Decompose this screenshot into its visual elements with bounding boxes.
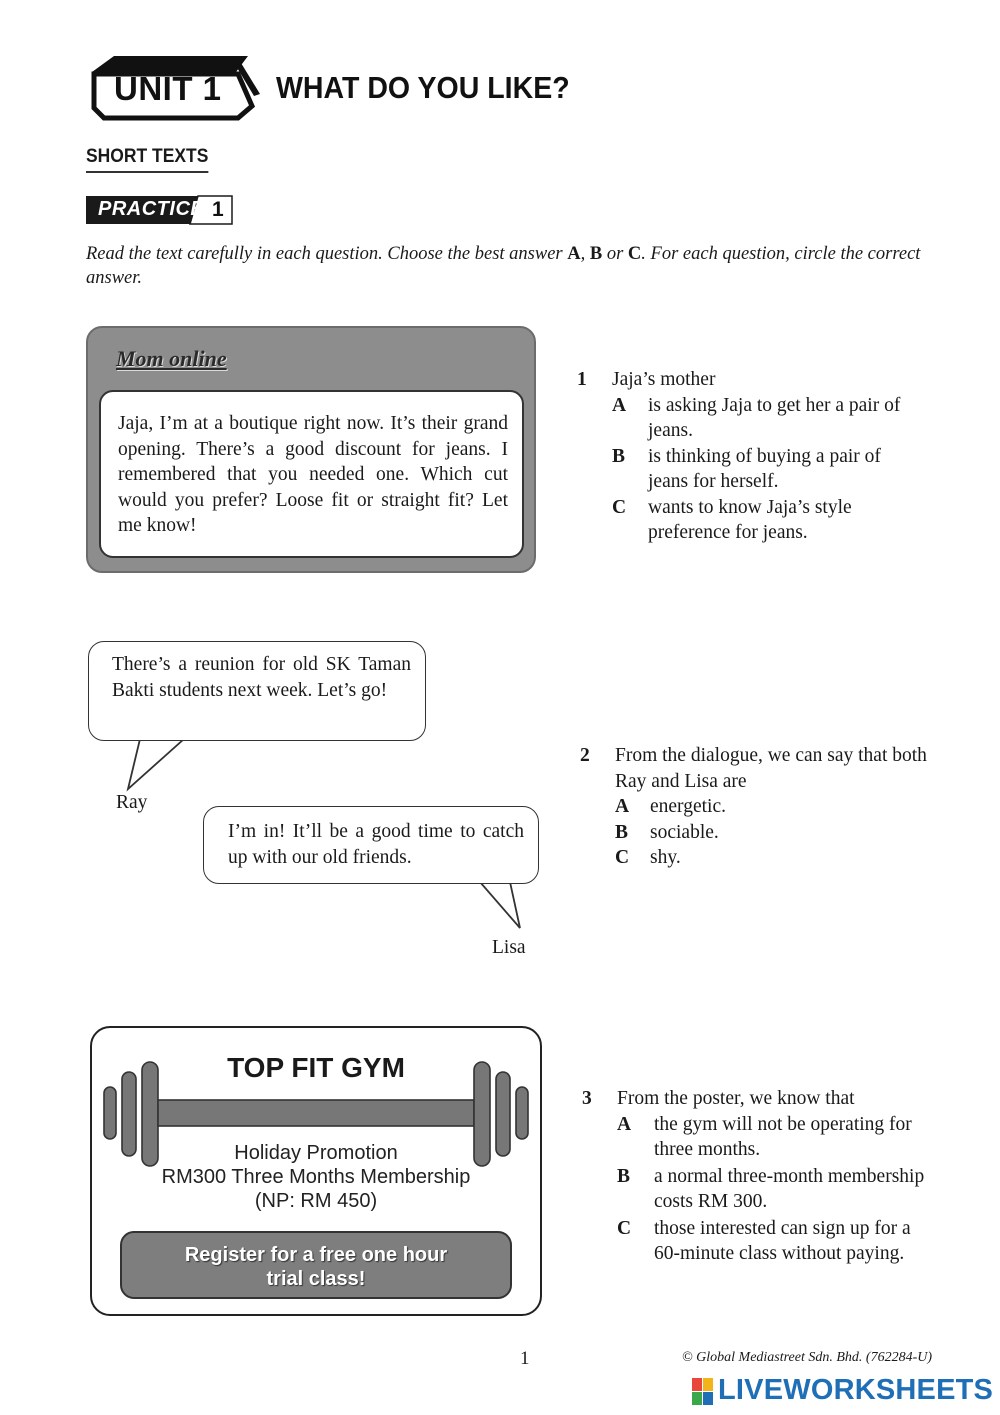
unit-label: UNIT 1 xyxy=(114,70,222,107)
option-a[interactable]: A energetic. xyxy=(615,796,726,817)
section-title: SHORT TEXTS xyxy=(86,146,208,173)
option-c[interactable]: C those interested can sign up for a 60-minute class without paying. xyxy=(617,1217,911,1264)
unit-title: WHAT DO YOU LIKE? xyxy=(276,70,570,105)
option-b[interactable]: B sociable. xyxy=(615,821,719,843)
ray-name: Ray xyxy=(116,792,148,813)
question-stem: From the dialogue, we can say that both xyxy=(615,745,927,766)
option-c[interactable]: C shy. xyxy=(615,847,681,868)
instructions: Read the text carefully in each question. Choose the best answer A, B or C. For each question, circle the correct answer. xyxy=(86,244,921,288)
lisa-name: Lisa xyxy=(492,937,526,958)
copyright: © Global Mediastreet Sdn. Bhd. (762284-U) xyxy=(682,1350,933,1365)
practice-number: 1 xyxy=(212,198,224,221)
question-number: 3 xyxy=(582,1088,592,1109)
question-stem: From the poster, we know that xyxy=(617,1088,855,1109)
question-stem: Jaja’s mother xyxy=(612,369,716,390)
question-2 xyxy=(580,743,970,871)
gym-promotion: Holiday Promotion RM300 Three Months Membership (NP: RM 450) xyxy=(161,1142,471,1212)
lisa-bubble-tail xyxy=(470,878,530,934)
page-number: 1 xyxy=(520,1348,530,1369)
question-1 xyxy=(577,367,957,546)
question-number: 2 xyxy=(580,745,590,766)
option-a[interactable]: A the gym will not be operating for three months. xyxy=(617,1113,912,1160)
ray-bubble-tail xyxy=(120,735,195,795)
question-number: 1 xyxy=(577,369,587,390)
mom-message: Jaja, I’m at a boutique right now. It’s their grand opening. There’s a good discount for jeans. I remembered that you needed one. Which cut would you prefer? Loose fit or straight fit? Let me know! xyxy=(99,390,524,558)
option-b[interactable]: B is thinking of buying a pair of jeans for herself. xyxy=(612,445,881,492)
lisa-speech-bubble: I’m in! It’ll be a good time to catch up with our old friends. xyxy=(203,806,539,884)
liveworksheets-logo-icon xyxy=(692,1378,714,1406)
mom-online-title: Mom online xyxy=(116,346,227,371)
gym-title: TOP FIT GYM xyxy=(227,1052,405,1083)
option-a[interactable]: A is asking Jaja to get her a pair of jeans. xyxy=(612,394,901,441)
practice-label: PRACTICE xyxy=(98,198,205,220)
question-3 xyxy=(582,1086,972,1268)
liveworksheets-brand[interactable]: LIVEWORKSHEETS xyxy=(718,1374,994,1406)
register-banner: Register for a free one hour trial class! xyxy=(120,1231,512,1299)
option-c[interactable]: C wants to know Jaja’s style preference for jeans. xyxy=(612,496,852,543)
option-b[interactable]: B a normal three-month membership costs RM 300. xyxy=(617,1165,925,1212)
ray-speech-bubble: There’s a reunion for old SK Taman Bakti students next week. Let’s go! xyxy=(88,641,426,741)
question-stem: Ray and Lisa are xyxy=(615,770,747,792)
